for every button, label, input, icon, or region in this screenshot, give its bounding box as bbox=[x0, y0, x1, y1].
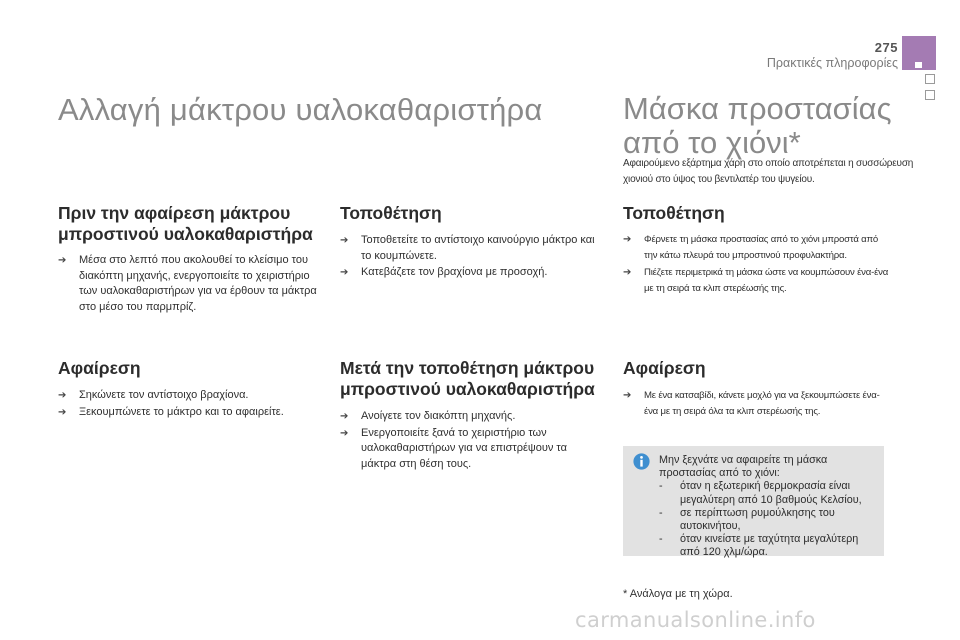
list-item bbox=[340, 233, 602, 264]
list-item bbox=[340, 426, 602, 473]
item-text: Ξεκουμπώνετε το μάκτρο και το αφαιρείτε. bbox=[79, 405, 284, 418]
snow-mask-subtitle: Αφαιρούμενο εξάρτημα χάρη στο οποίο αποτρέπεται η συσσώρευση χιονιού στο ύψος του βεντιλατέρ του ψυγείου. bbox=[623, 158, 914, 185]
dash-bullet: - bbox=[659, 506, 663, 519]
item-text: Πιέζετε περιμετρικά τη μάσκα ώστε να κουμπώσουν ένα-ένα με τη σειρά τα κλιπ στερέωσής της. bbox=[644, 267, 889, 294]
list-item bbox=[58, 253, 323, 315]
arrow-bullet-icon: ➔ bbox=[58, 390, 67, 401]
watermark: carmanualsonline.info bbox=[575, 608, 816, 632]
tab-box-1 bbox=[925, 74, 935, 84]
item-text: Ενεργοποιείτε ξανά το χειριστήριο των υαλοκαθαριστήρων για να επιστρέψουν τα μάκτρα στη θέση τους. bbox=[361, 426, 567, 470]
item-text: Φέρνετε τη μάσκα προστασίας από το χιόνι μπροστά από την κάτω πλευρά του μπροστινού προφυλακτήρα. bbox=[644, 234, 879, 261]
mask-installation-list bbox=[623, 232, 893, 297]
arrow-bullet-icon: ➔ bbox=[340, 427, 349, 439]
list-item bbox=[58, 388, 323, 404]
wiper-after-installation bbox=[340, 358, 602, 473]
snow-mask-title bbox=[623, 92, 943, 160]
list-item bbox=[58, 405, 323, 421]
mask-removal-heading: Αφαίρεση bbox=[623, 358, 706, 378]
wiper-before-removal bbox=[58, 203, 323, 316]
arrow-bullet-icon: ➔ bbox=[623, 390, 632, 401]
list-item bbox=[340, 409, 602, 425]
list-item bbox=[340, 265, 602, 281]
arrow-bullet-icon: ➔ bbox=[58, 255, 67, 266]
item-text: σε περίπτωση ρυμούλκησης του αυτοκινήτου, bbox=[680, 506, 835, 533]
mask-removal-list bbox=[623, 388, 893, 420]
item-text: όταν κινείστε με ταχύτητα μεγαλύτερη από 120 χλμ/ώρα. bbox=[680, 533, 859, 559]
info-icon bbox=[633, 453, 650, 470]
page-number: 275 bbox=[874, 40, 898, 55]
item-text: όταν η εξωτερική θερμοκρασία είναι μεγαλύτερη από 10 βαθμούς Κελσίου, bbox=[680, 480, 862, 506]
arrow-bullet-icon: ➔ bbox=[340, 235, 349, 246]
item-text: Ανοίγετε τον διακόπτη μηχανής. bbox=[361, 410, 516, 422]
tab-dot bbox=[915, 62, 922, 68]
before-removal-heading: Πριν την αφαίρεση μάκτρου μπροστινού υαλοκαθαριστήρα bbox=[58, 203, 313, 244]
info-list bbox=[659, 480, 877, 559]
arrow-bullet-icon: ➔ bbox=[340, 267, 349, 278]
item-text: Με ένα κατσαβίδι, κάνετε μοχλό για να ξεκουμπώσετε ένα-ένα με τη σειρά όλα τα κλιπ στερέωσής της. bbox=[644, 390, 880, 417]
wiper-title: Αλλαγή μάκτρου υαλοκαθαριστήρα bbox=[58, 92, 543, 127]
arrow-bullet-icon: ➔ bbox=[623, 267, 632, 278]
before-removal-list bbox=[58, 253, 323, 315]
item-text: Μέσα στο λεπτό που ακολουθεί το κλείσιμο του διακόπτη μηχανής, ενεργοποιείτε το χειριστήριο των υαλοκαθαριστήρων για να έρθουν τα μάκτρα στο μέσο του παρμπρίζ. bbox=[79, 254, 317, 313]
section-tab-marker bbox=[902, 36, 936, 70]
list-item bbox=[623, 265, 893, 297]
dash-bullet: - bbox=[659, 480, 663, 493]
info-note-box bbox=[623, 446, 884, 559]
removal-list bbox=[58, 388, 323, 420]
wiper-installation bbox=[340, 203, 602, 282]
item-text: Σηκώνετε τον αντίστοιχο βραχίονα. bbox=[79, 389, 249, 401]
wiper-removal bbox=[58, 358, 323, 421]
dash-bullet: - bbox=[659, 533, 663, 546]
installation-list bbox=[340, 233, 602, 281]
item-text: Κατεβάζετε τον βραχίονα με προσοχή. bbox=[361, 266, 548, 278]
list-item bbox=[659, 533, 877, 559]
mask-installation-heading: Τοποθέτηση bbox=[623, 203, 725, 223]
snow-mask-title-line1: Μάσκα προστασίας bbox=[623, 91, 892, 126]
snow-mask-title-line2: από το χιόνι* bbox=[623, 125, 801, 160]
section-title: Πρακτικές πληροφορίες bbox=[766, 56, 898, 70]
info-note-text bbox=[659, 454, 877, 560]
info-intro: Μην ξεχνάτε να αφαιρείτε τη μάσκα προστασίας από το χιόνι: bbox=[659, 454, 828, 480]
list-item bbox=[623, 388, 893, 420]
installation-heading: Τοποθέτηση bbox=[340, 203, 442, 223]
item-text: Τοποθετείτε το αντίστοιχο καινούργιο μάκτρο και το κουμπώνετε. bbox=[361, 234, 595, 262]
mask-installation bbox=[623, 203, 893, 298]
arrow-bullet-icon: ➔ bbox=[58, 406, 67, 418]
mask-removal bbox=[623, 358, 893, 421]
list-item bbox=[623, 232, 893, 264]
footnote: * Ανάλογα με τη χώρα. bbox=[623, 588, 733, 600]
arrow-bullet-icon: ➔ bbox=[623, 234, 632, 245]
after-installation-list bbox=[340, 409, 602, 472]
list-item bbox=[659, 507, 877, 533]
arrow-bullet-icon: ➔ bbox=[340, 411, 349, 422]
after-installation-heading: Μετά την τοποθέτηση μάκτρου μπροστινού υαλοκαθαριστήρα bbox=[340, 358, 595, 399]
removal-heading: Αφαίρεση bbox=[58, 358, 141, 378]
list-item bbox=[659, 480, 877, 506]
